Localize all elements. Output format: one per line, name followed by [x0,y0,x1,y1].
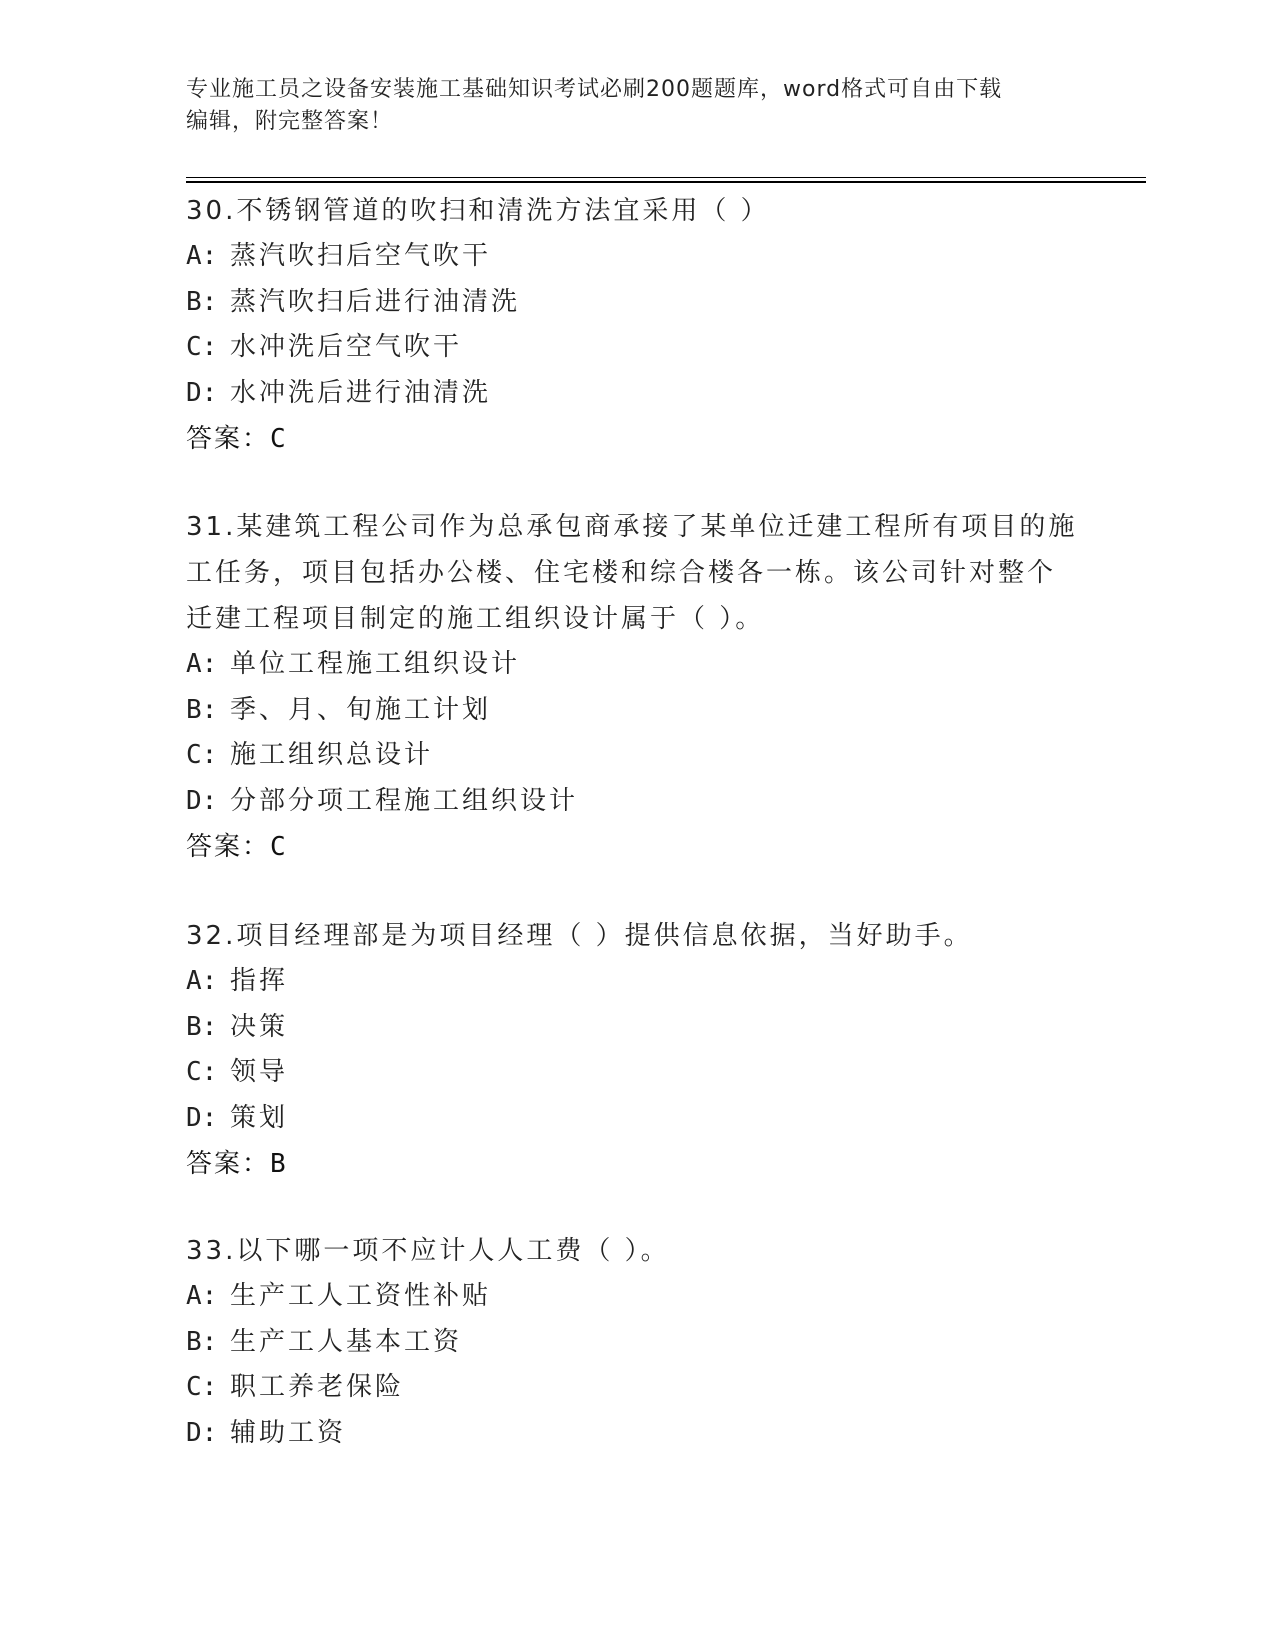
option-letter: B: [186,1326,218,1357]
answer-value: C [270,832,286,862]
option-letter: A: [186,966,218,996]
option-text: 决策 [230,1011,289,1042]
option-text: 指挥 [230,966,289,996]
option-d [186,779,1086,825]
option-c [186,1050,1086,1096]
option-b [186,688,1086,734]
option-d [186,1096,1086,1142]
answer-label: 答案： [186,424,271,454]
option-d [186,1411,1086,1457]
option-letter: D: [186,785,218,816]
option-b [186,1320,1086,1366]
answer-value: C [270,424,286,454]
answer-label: 答案： [186,832,271,862]
option-text: 蒸汽吹扫后空气吹干 [230,241,492,271]
answer-line [186,824,1086,870]
option-text: 分部分项工程施工组织设计 [230,785,579,816]
option-c [186,1365,1086,1411]
option-letter: C: [186,740,218,770]
option-a [186,1274,1086,1320]
option-c [186,325,1086,371]
option-text: 职工养老保险 [230,1372,405,1402]
question-stem-line-3: 迁建工程项目制定的施工组织设计属于（ ）。 [186,604,765,634]
option-text: 单位工程施工组织设计 [230,649,521,679]
option-letter: C: [186,1057,218,1087]
option-text: 生产工人工资性补贴 [230,1281,492,1311]
question-32 [186,913,1086,1187]
option-d [186,371,1086,417]
option-letter: B: [186,694,218,725]
header-rule-thick [186,181,1146,183]
question-stem-line-2: 工任务，项目包括办公楼、住宅楼和综合楼各一栋。该公司针对整个 [186,558,1057,588]
option-a [186,642,1086,688]
option-text: 水冲洗后进行油清洗 [230,377,492,408]
option-text: 施工组织总设计 [230,740,434,770]
header-line-1: 专业施工员之设备安装施工基础知识考试必刷200题题库，word格式可自由下载 [186,77,1003,102]
header-rule-thin [186,177,1146,178]
question-stem: 33.以下哪一项不应计人人工费（ ）。 [186,1236,670,1266]
answer-line [186,416,1086,462]
option-letter: D: [186,1102,218,1133]
question-stem: 32.项目经理部是为项目经理（ ）提供信息依据，当好助手。 [186,921,973,951]
option-text: 蒸汽吹扫后进行油清洗 [230,286,521,317]
option-a [186,959,1086,1005]
option-letter: A: [186,241,218,271]
option-letter: A: [186,649,218,679]
option-letter: B: [186,286,218,317]
answer-label: 答案： [186,1149,271,1179]
option-text: 策划 [230,1102,289,1133]
option-letter: B: [186,1011,218,1042]
option-b [186,1005,1086,1051]
option-letter: A: [186,1281,218,1311]
question-stem: 30.不锈钢管道的吹扫和清洗方法宜采用（ ） [186,196,770,226]
question-stem-line-1: 31.某建筑工程公司作为总承包商承接了某单位迁建工程所有项目的施 [186,512,1078,542]
option-c [186,733,1086,779]
answer-value: B [270,1149,286,1179]
option-a [186,234,1086,280]
option-letter: D: [186,377,218,408]
option-text: 辅助工资 [230,1417,347,1448]
option-text: 水冲洗后空气吹干 [230,332,463,362]
option-letter: C: [186,332,218,362]
document-header [186,74,1066,138]
option-text: 领导 [230,1057,289,1087]
option-b [186,280,1086,326]
header-line-2: 编辑，附完整答案！ [186,109,394,134]
answer-line [186,1141,1086,1187]
option-letter: C: [186,1372,218,1402]
option-letter: D: [186,1417,218,1448]
question-31 [186,504,1086,870]
option-text: 生产工人基本工资 [230,1326,463,1357]
question-33 [186,1228,1086,1456]
question-30 [186,188,1086,462]
option-text: 季、月、旬施工计划 [230,694,492,725]
